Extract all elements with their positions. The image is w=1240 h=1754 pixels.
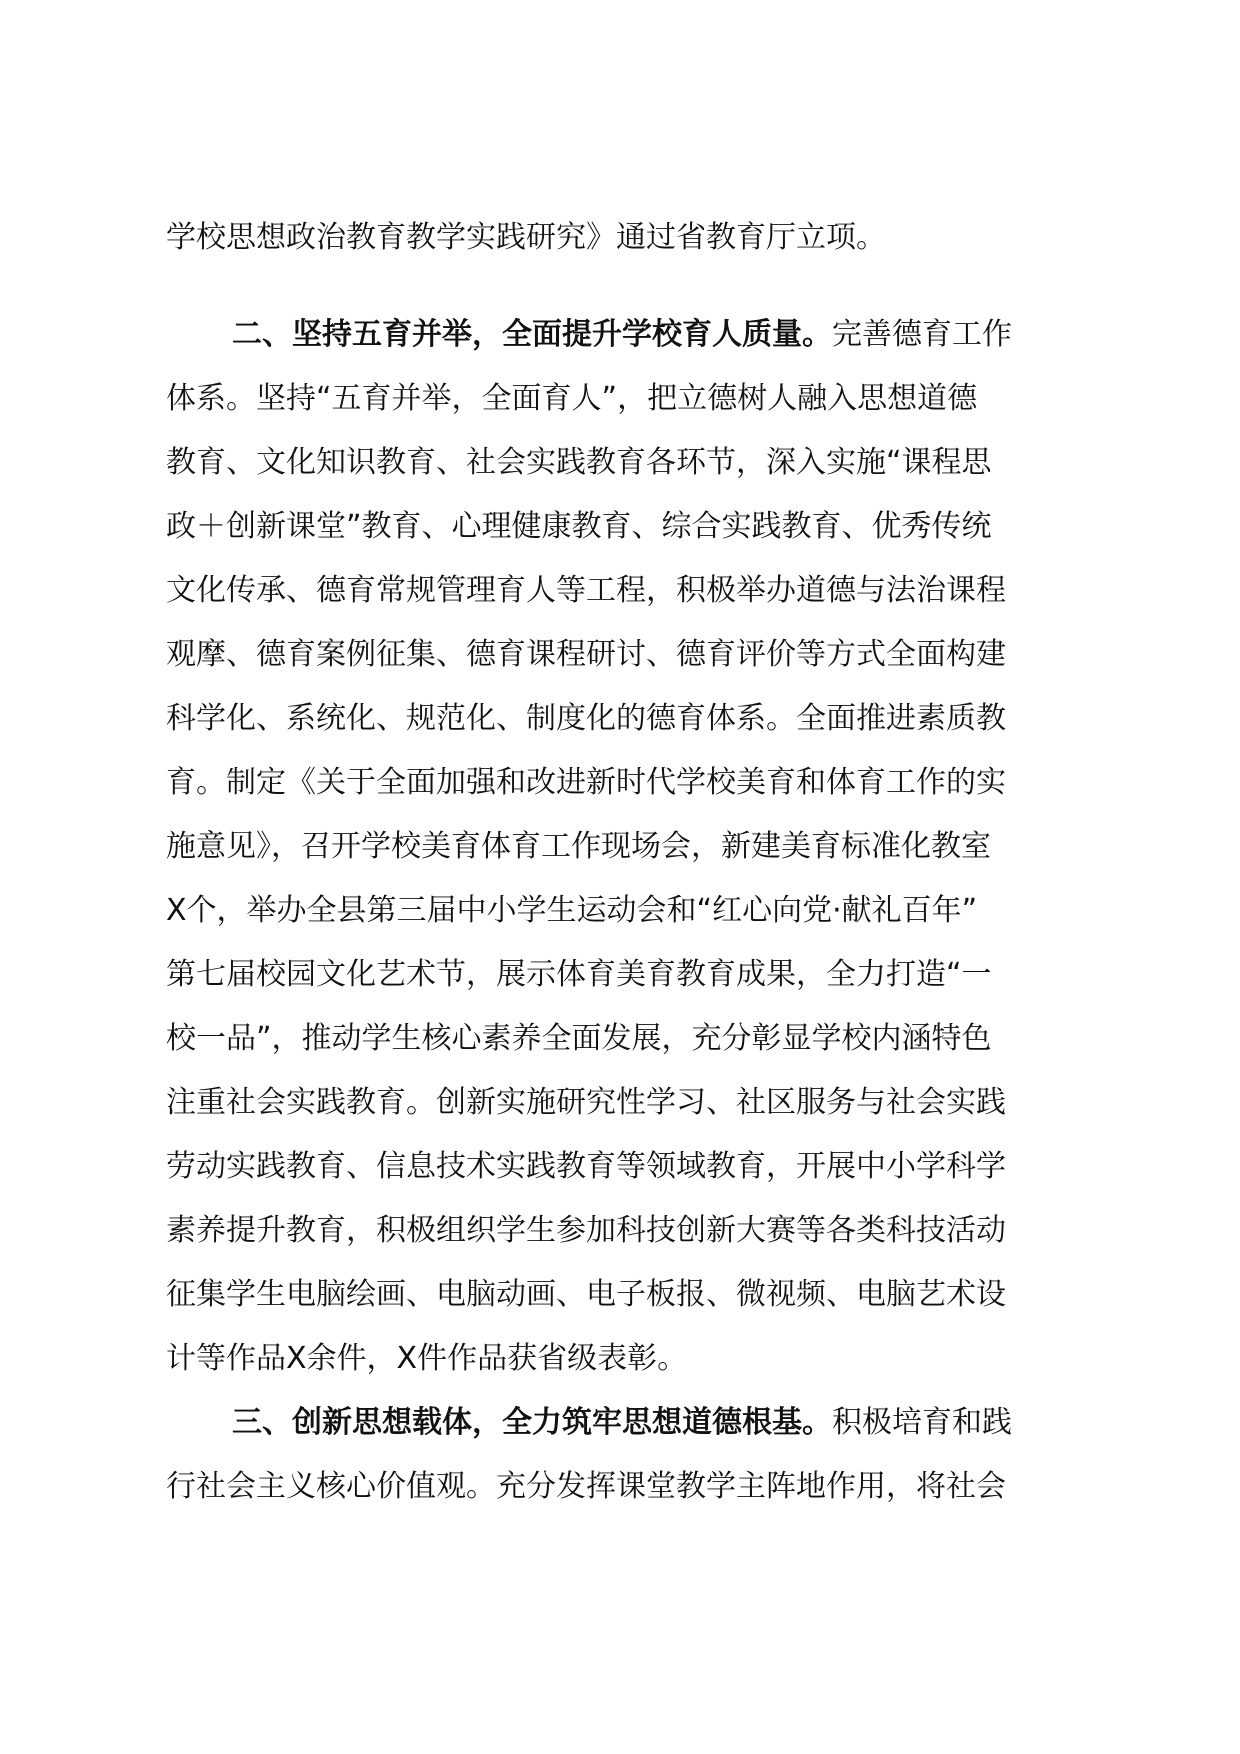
body-line: 科学化、系统化、规范化、制度化的德育体系。全面推进素质教 <box>166 701 1006 736</box>
body-line: 计等作品X余件，X件作品获省级表彰。 <box>166 1341 688 1376</box>
section-two-heading: 二、坚持五育并举，全面提升学校育人质量。 <box>232 317 832 352</box>
section-three-heading: 三、创新思想载体，全力筑牢思想道德根基。 <box>232 1405 832 1440</box>
body-line: 第七届校园文化艺术节，展示体育美育教育成果，全力打造“一 <box>166 957 992 992</box>
body-line: 征集学生电脑绘画、电脑动画、电子板报、微视频、电脑艺术设 <box>166 1277 1006 1312</box>
body-line: 文化传承、德育常规管理育人等工程，积极举办道德与法治课程 <box>166 573 1006 608</box>
body-line: 观摩、德育案例征集、德育课程研讨、德育评价等方式全面构建 <box>166 637 1006 672</box>
body-line: 学校思想政治教育教学实践研究》通过省教育厅立项。 <box>166 220 886 255</box>
body-line: 校一品”，推动学生核心素养全面发展，充分彰显学校内涵特色 <box>166 1021 992 1056</box>
body-line: 素养提升教育，积极组织学生参加科技创新大赛等各类科技活动 <box>166 1213 1006 1248</box>
section-two-first-line-text: 完善德育工作 <box>832 317 1012 352</box>
body-line: 注重社会实践教育。创新实施研究性学习、社区服务与社会实践 <box>166 1085 1006 1120</box>
body-line: 劳动实践教育、信息技术实践教育等领域教育，开展中小学科学 <box>166 1149 1006 1184</box>
body-line: 教育、文化知识教育、社会实践教育各环节，深入实施“课程思 <box>166 445 992 480</box>
body-line: 施意见》，召开学校美育体育工作现场会，新建美育标准化教室 <box>166 829 991 864</box>
section-three-first-line <box>232 1391 1096 1455</box>
body-line: 政＋创新课堂”教育、心理健康教育、综合实践教育、优秀传统 <box>166 509 992 544</box>
body-line: 行社会主义核心价值观。充分发挥课堂教学主阵地作用，将社会 <box>166 1469 1006 1504</box>
body-line: 育。制定《关于全面加强和改进新时代学校美育和体育工作的实 <box>166 765 1006 800</box>
body-line: 体系。坚持“五育并举，全面育人”，把立德树人融入思想道德 <box>166 381 978 416</box>
section-two-first-line <box>232 303 1096 367</box>
body-line: X个，举办全县第三届中小学生运动会和“红心向党·献礼百年” <box>166 893 978 928</box>
section-three-first-line-text: 积极培育和践 <box>832 1405 1012 1440</box>
